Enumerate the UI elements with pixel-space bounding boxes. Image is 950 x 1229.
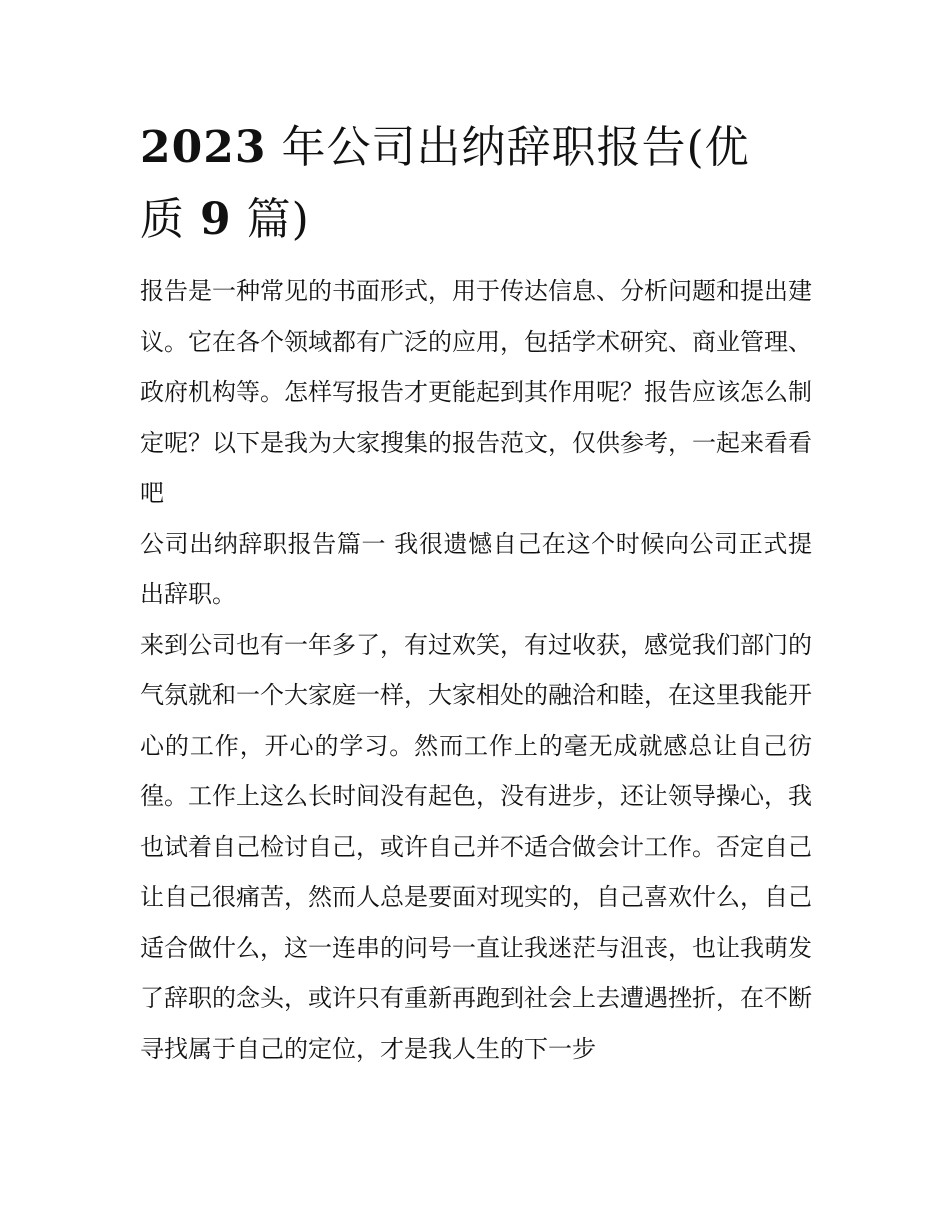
section-one-paragraph: 公司出纳辞职报告篇一 我很遗憾自己在这个时候向公司正式提出辞职。 — [140, 529, 812, 608]
title-count: 9 — [200, 194, 232, 245]
intro-paragraph: 报告是一种常见的书面形式，用于传达信息、分析问题和提出建议。它在各个领域都有广泛的应用，包括学术研究、商业管理、政府机构等。怎样写报告才更能起到其作用呢？报告应该怎么制定呢？以下是我为大家搜集的报告范文，仅供参考，一起来看看吧 — [140, 277, 812, 507]
title-line-1 — [140, 112, 812, 184]
body-paragraph: 来到公司也有一年多了，有过欢笑，有过收获，感觉我们部门的气氛就和一个大家庭一样，大家相处的融洽和睦，在这里我能开心的工作，开心的学习。然而工作上的毫无成就感总让自己彷徨。工作上这么长时间没有起色，没有进步，还让领导操心，我也试着自己检讨自己，或许自己并不适合做会计工作。否定自己让自己很痛苦，然而人总是要面对现实的，自己喜欢什么，自己适合做什么，这一连串的问号一直让我迷茫与沮丧，也让我萌发了辞职的念头，或许只有重新再跑到社会上去遭遇挫折，在不断寻找属于自己的定位，才是我人生的下一步 — [140, 630, 812, 1063]
document-title — [140, 112, 812, 256]
document-page — [140, 112, 812, 1074]
title-line-2 — [140, 184, 812, 256]
title-line-2-pre: 质 — [140, 194, 200, 245]
title-line-2-post: 篇) — [231, 194, 310, 245]
title-line-1-text: 年公司出纳辞职报告(优 — [266, 122, 750, 173]
title-year: 2023 — [140, 122, 267, 173]
